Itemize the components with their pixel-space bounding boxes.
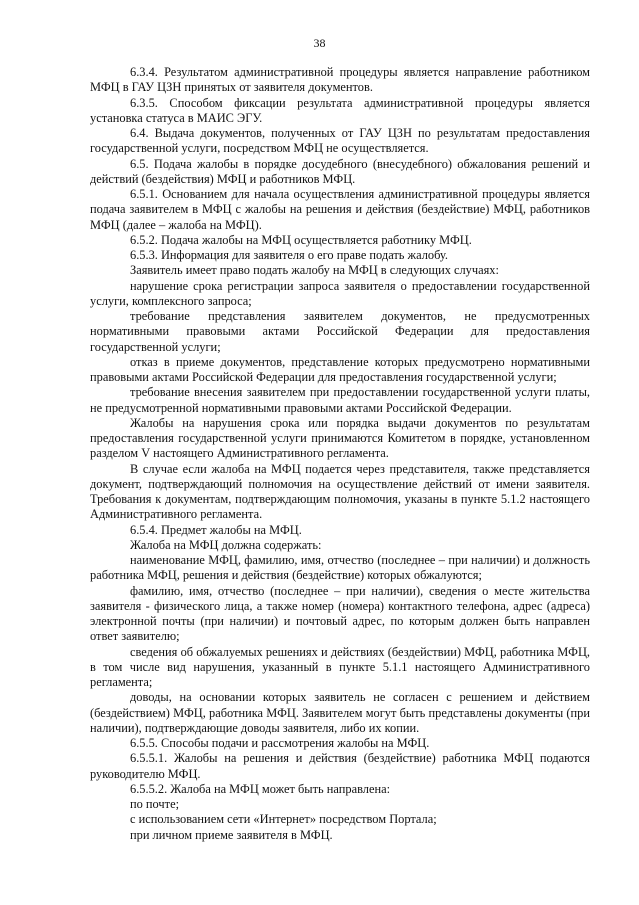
paragraph-6-5-2: 6.5.2. Подача жалобы на МФЦ осуществляется работнику МФЦ. — [130, 232, 472, 247]
paragraph-6-5: 6.5. Подача жалобы в порядке досудебного (внесудебного) обжалования решений и действий (бездействия) МФЦ и работников МФЦ. — [90, 156, 590, 186]
paragraph-case-extra-documents: требование представления заявителем документов, не предусмотренных нормативными правовыми актами Российской Федерации для предоставления государственной услуги; — [90, 309, 590, 354]
paragraph-contents-appealed-decisions: сведения об обжалуемых решениях и действиях (бездействии) МФЦ, работника МФЦ, в том числе вид нарушения, указанный в пункте 5.1.1 настоящего Административного регламента; — [90, 644, 590, 689]
paragraph-contents-arguments: доводы, на основании которых заявитель не согласен с решением и действием (бездействием) МФЦ, работника МФЦ. Заявителем могут быть представлены документы (при наличии), подтверждающие доводы заявителя, либо их копии. — [90, 690, 590, 735]
paragraph-complaint-cases-intro: Заявитель имеет право подать жалобу на МФЦ в следующих случаях: — [130, 263, 499, 278]
paragraph-by-mail: по почте; — [130, 797, 180, 811]
page-number: 38 — [313, 36, 326, 50]
paragraph-case-refusal: отказ в приеме документов, представление которых предусмотрено нормативными правовыми актами Российской Федерации для предоставления государственной услуги; — [90, 354, 590, 384]
paragraph-complaint-contents-intro: Жалоба на МФЦ должна содержать: — [130, 537, 322, 552]
paragraph-6-5-5: 6.5.5. Способы подачи и рассмотрения жалобы на МФЦ. — [130, 736, 430, 750]
paragraph-6-5-5-1: 6.5.5.1. Жалобы на решения и действия (бездействие) работника МФЦ подаются руководителю МФЦ. — [90, 751, 590, 781]
document-body — [90, 65, 590, 843]
paragraph-contents-applicant-info: фамилию, имя, отчество (последнее – при наличии), сведения о месте жительства заявителя - физического лица, а также номер (номера) контактного телефона, адрес (адреса) электронной почты (при наличии) и почтовый адрес, по которым должен быть направлен ответ заявителю; — [90, 583, 590, 644]
paragraph-6-3-5: 6.3.5. Способом фиксации результата административной процедуры является установка статуса в МАИС ЭГУ. — [90, 95, 590, 125]
paragraph-6-5-1: 6.5.1. Основанием для начала осуществления административной процедуры является подача заявителем в МФЦ с жалобы на решения и действия (бездействие) МФЦ, работников МФЦ (далее – жалоба на МФЦ). — [90, 187, 590, 232]
paragraph-6-5-4: 6.5.4. Предмет жалобы на МФЦ. — [130, 522, 302, 537]
paragraph-6-5-3: 6.5.3. Информация для заявителя о его праве подать жалобу. — [130, 248, 448, 262]
paragraph-in-person: при личном приеме заявителя в МФЦ. — [130, 827, 333, 842]
paragraph-via-internet: с использованием сети «Интернет» посредством Портала; — [130, 812, 437, 827]
paragraph-6-4: 6.4. Выдача документов, полученных от ГАУ ЦЗН по результатам предоставления государственной услуги, посредством МФЦ не осуществляется. — [90, 126, 590, 156]
paragraph-contents-mfc-name: наименование МФЦ, фамилию, имя, отчество (последнее – при наличии) и должность работника МФЦ, решения и действия (бездействие) которых обжалуются; — [90, 553, 590, 583]
paragraph-6-5-5-2: 6.5.5.2. Жалоба на МФЦ может быть направлена: — [130, 781, 391, 796]
paragraph-representative: В случае если жалоба на МФЦ подается через представителя, также представляется документ, подтверждающий полномочия на осуществление действий от имени заявителя. Требования к документам, подтверждающим полномочия, указаны в пункте 5.1.2 настоящего Административного регламента. — [90, 461, 590, 522]
paragraph-case-registration-deadline: нарушение срока регистрации запроса заявителя о предоставлении государственной услуги, комплексного запроса; — [90, 278, 590, 308]
paragraph-case-payment: требование внесения заявителем при предоставлении государственной услуги платы, не предусмотренной нормативными правовыми актами Российской Федерации. — [90, 385, 590, 415]
paragraph-6-3-4: 6.3.4. Результатом административной процедуры является направление работником МФЦ в ГАУ ЦЗН принятых от заявителя документов. — [90, 65, 590, 95]
paragraph-issuance-violations: Жалобы на нарушения срока или порядка выдачи документов по результатам предоставления государственной услуги принимаются Комитетом в порядке, установленном разделом V настоящего Административного регламента. — [90, 415, 590, 461]
